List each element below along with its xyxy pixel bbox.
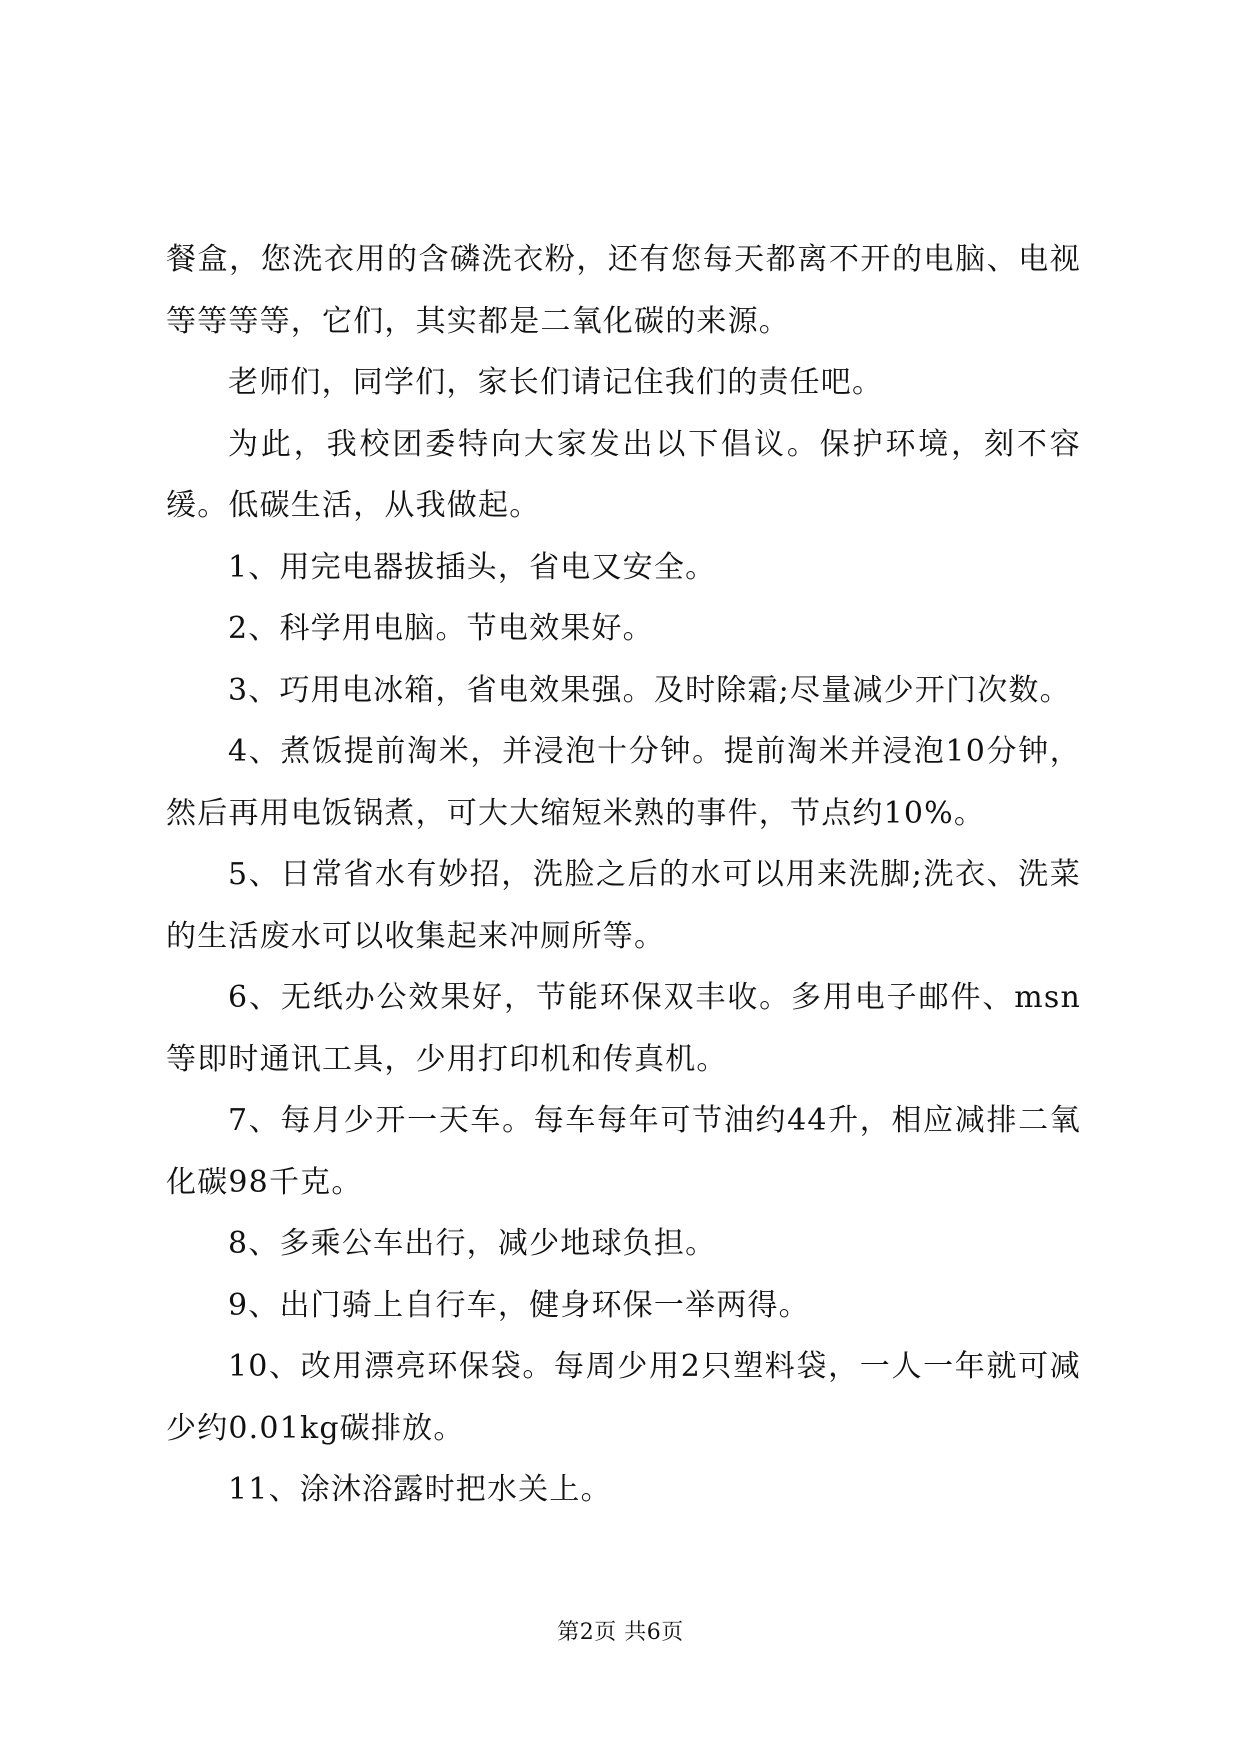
list-item-3: 3、巧用电冰箱，省电效果强。及时除霜;尽量减少开门次数。 — [228, 672, 1071, 708]
list-item-5: 5、日常省水有妙招，洗脸之后的水可以用来洗脚;洗衣、洗菜的生活废水可以收集起来冲厕所等。 — [166, 857, 1081, 954]
list-item-4: 4、煮饭提前淘米，并浸泡十分钟。提前淘米并浸泡10分钟，然后再用电饭锅煮，可大大缩短米熟的事件，节点约10%。 — [166, 734, 1081, 831]
list-item-1: 1、用完电器拔插头，省电又安全。 — [228, 549, 717, 585]
list-item-10: 10、改用漂亮环保袋。每周少用2只塑料袋，一人一年就可减少约0.01kg碳排放。 — [166, 1349, 1081, 1446]
paragraph-proposal: 为此，我校团委特向大家发出以下倡议。保护环境，刻不容缓。低碳生活，从我做起。 — [166, 426, 1081, 523]
paragraph-continuation: 餐盒，您洗衣用的含磷洗衣粉，还有您每天都离不开的电脑、电视等等等等，它们，其实都是二氧化碳的来源。 — [166, 242, 1081, 339]
body-text — [166, 229, 1081, 1521]
list-item-11: 11、涂沐浴露时把水关上。 — [228, 1472, 612, 1507]
list-item-6: 6、无纸办公效果好，节能环保双丰收。多用电子邮件、msn等即时通讯工具，少用打印机和传真机。 — [166, 980, 1081, 1077]
list-item-9: 9、出门骑上自行车，健身环保一举两得。 — [228, 1287, 810, 1323]
list-item-2: 2、科学用电脑。节电效果好。 — [228, 611, 654, 646]
paragraph-appeal: 老师们，同学们，家长们请记住我们的责任吧。 — [228, 365, 884, 400]
list-item-7: 7、每月少开一天车。每车每年可节油约44升，相应减排二氧化碳98千克。 — [166, 1103, 1081, 1200]
page-number-footer: 第2页 共6页 — [557, 1620, 684, 1645]
list-item-8: 8、多乘公车出行，减少地球负担。 — [228, 1226, 717, 1261]
